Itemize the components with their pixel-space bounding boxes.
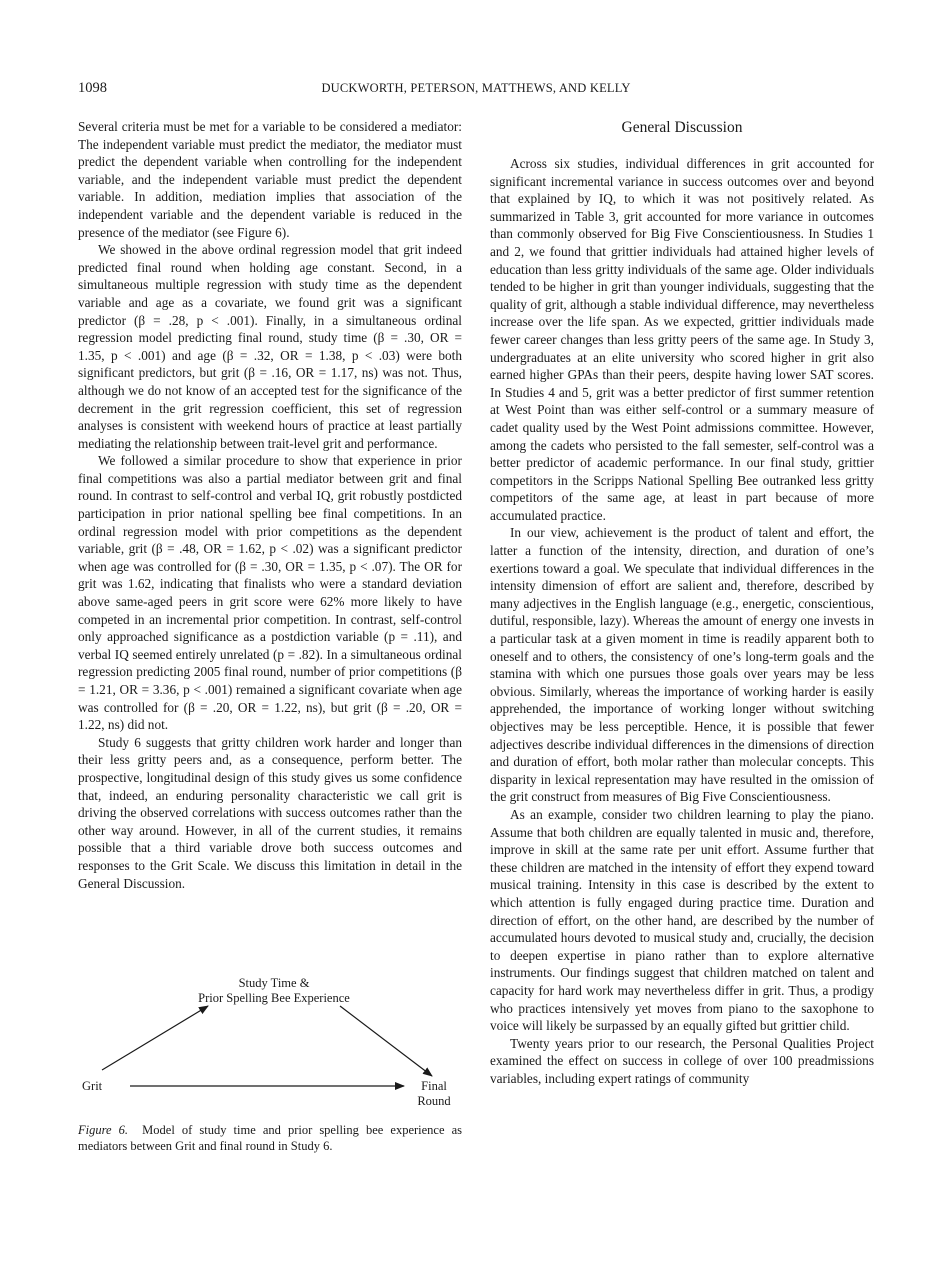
mediation-figure xyxy=(78,970,462,1120)
figure-caption xyxy=(78,1122,462,1154)
page-number: 1098 xyxy=(78,80,107,96)
grit-node-label: Grit xyxy=(82,1079,103,1093)
paragraph: We showed in the above ordinal regression model that grit indeed predicted final round when holding age constant. Second, in a simultaneous multiple regression with study time as the dependent variable and age as a covariate, we found grit was a significant predictor (β = .28, p < .001). Finally, in a simultaneous ordinal regression model predicting final round, study time (β = .30, OR = 1.35, p < .001) and age (β = .32, OR = 1.38, p < .03) were both significant predictors, but grit (β = .16, OR = 1.17, ns) was not. Thus, although we do not know of an accepted test for the significance of the decrement in the grit regression coefficient, this set of regression analyses is consistent with weekend hours of practice at least partially mediating the relationship between trait-level grit and performance. xyxy=(78,242,462,451)
final-round-label-line: Final xyxy=(421,1079,447,1093)
paragraph: As an example, consider two children learning to play the piano. Assume that both children are equally talented in music and, therefore, improve in skill at the same rate per unit effort. Assume further that these children are matched in the intensity of effort they expend toward musical training. Intensity in this case is described by the extent to which attention is fully engaged during practice time. Duration and direction of effort, on the other hand, are described by the number of accumulated hours devoted to musical study and, crucially, the decision to deepen expertise in piano rather than to explore alternative instruments. Our findings suggest that children matched on talent and capacity for hard work may nevertheless differ in grit. Thus, a prodigy who practices intensively yet moves from piano to the saxophone to voice will likely be surpassed by an equally gifted but grittier child. xyxy=(490,806,874,1034)
left-column xyxy=(78,118,462,892)
paragraph: In our view, achievement is the product of talent and effort, the latter a function of the intensity, direction, and duration of one’s exertions toward a goal. We speculate that individual differences in the intensity dimension of effort are salient and, therefore, described by many adjectives in the English language (e.g., energetic, conscientious, dutiful, responsible, lazy). Whereas the amount of energy one invests in a particular task at a given moment in time is readily apparent both to oneself and to others, the consistency of one’s long-term goals and the stamina with which one pursues those goals over years may be less obvious. Similarly, whereas the importance of working harder is easily apprehended, the importance of working longer without switching objectives may be less perceptible. Hence, it is possible that fewer adjectives describe individual differences in the dimensions of direction and duration of effort, both molar rather than molecular concepts. This disparity in lexical representation may have resulted in the omission of the grit construct from measures of Big Five Conscientiousness. xyxy=(490,525,874,805)
figure-number: Figure 6. xyxy=(78,1123,129,1137)
paragraph: Study 6 suggests that gritty children work harder and longer than their less gritty peers and, as a consequence, perform better. The prospective, longitudinal design of this study gives us some confidence that, indeed, an enduring personality characteristic we call grit is driving the observed correlations with success outcomes rather than the other way around. However, in all of the current studies, it remains possible that a third variable drove both success outcomes and responses to the Grit Scale. We discuss this limitation in detail in the General Discussion. xyxy=(78,734,462,891)
caption-text: Model of study time and prior spelling bee experience as mediators between Grit and final round in Study 6. xyxy=(78,1123,463,1153)
running-title: DUCKWORTH, PETERSON, MATTHEWS, AND KELLY xyxy=(321,81,631,95)
paragraph: Several criteria must be met for a variable to be considered a mediator: The independent variable must predict the mediator, the mediator must predict the dependent variable when controlling for the independent variable, and the independent variable must predict the dependent variable. In addition, mediation implies that association of the independent variable and the dependent variable is reduced in the presence of the mediator (see Figure 6). xyxy=(78,119,462,240)
right-column xyxy=(490,118,874,1087)
final-round-node-label xyxy=(412,1079,456,1109)
page-header xyxy=(78,80,874,98)
final-round-label-line: Round xyxy=(417,1094,451,1108)
mediator-label-line: Study Time & xyxy=(238,976,310,990)
arrow-mediator-to-final-round xyxy=(340,1006,432,1076)
arrow-grit-to-mediator xyxy=(102,1006,208,1070)
paragraph: We followed a similar procedure to show that experience in prior final competitions was also a partial mediator between grit and final round. In contrast to self-control and verbal IQ, grit robustly postdicted participation in prior national spelling bee final competitions. In an ordinal regression model with prior competitions as the dependent variable, grit (β = .48, OR = 1.62, p < .02) was a significant predictor when age was controlled for (β = .30, OR = 1.35, p < .07). The OR for grit was 1.62, indicating that finalists who were a standard deviation above same-aged peers in grit score were 62% more likely to have competed in an incremental prior competition. In contrast, self-control only approached significance as a postdiction variable (p = .11), and verbal IQ seemed entirely unrelated (p = .82). In a simultaneous ordinal regression predicting 2005 final round, number of prior competitions (β = 1.21, OR = 3.36, p < .001) remained a significant covariate when age was controlled for (β = .20, OR = 1.22, ns), but grit (β = .20, OR = 1.22, ns) did not. xyxy=(78,453,462,733)
paragraph: Twenty years prior to our research, the Personal Qualities Project examined the effect on success in college of over 100 preadmissions variables, including expert ratings of community xyxy=(490,1035,874,1086)
mediator-label-line: Prior Spelling Bee Experience xyxy=(198,991,350,1005)
section-heading: General Discussion xyxy=(621,119,743,136)
mediator-node-label xyxy=(174,976,374,1006)
paragraph: Across six studies, individual differences in grit accounted for significant incremental variance in success outcomes over and beyond that explained by IQ, to which it was not positively related. As summarized in Table 3, grit accounted for more variance in outcomes than commonly observed for Big Five Conscientiousness. In Studies 1 and 2, we found that grittier individuals had attained higher levels of education than less gritty individuals of the same age. Older individuals tended to be higher in grit than younger individuals, suggesting that the quality of grit, although a stable individual difference, may nevertheless increase over the life span. As we expected, grittier individuals made fewer career changes than less gritty peers of the same age. In Study 3, undergraduates at an elite university who scored higher in grit also earned higher GPAs than their peers, despite having lower SAT scores. In Studies 4 and 5, grit was a better predictor of first summer retention at West Point than was either self-control or a summary measure of cadet quality used by the West Point admissions committee. However, among the cadets who persisted to the fall semester, self-control was a better predictor of academic performance. In our final study, grittier competitors in the Scripps National Spelling Bee outranked less gritty competitors of the same age, at least in part because of more accumulated practice. xyxy=(490,156,874,523)
